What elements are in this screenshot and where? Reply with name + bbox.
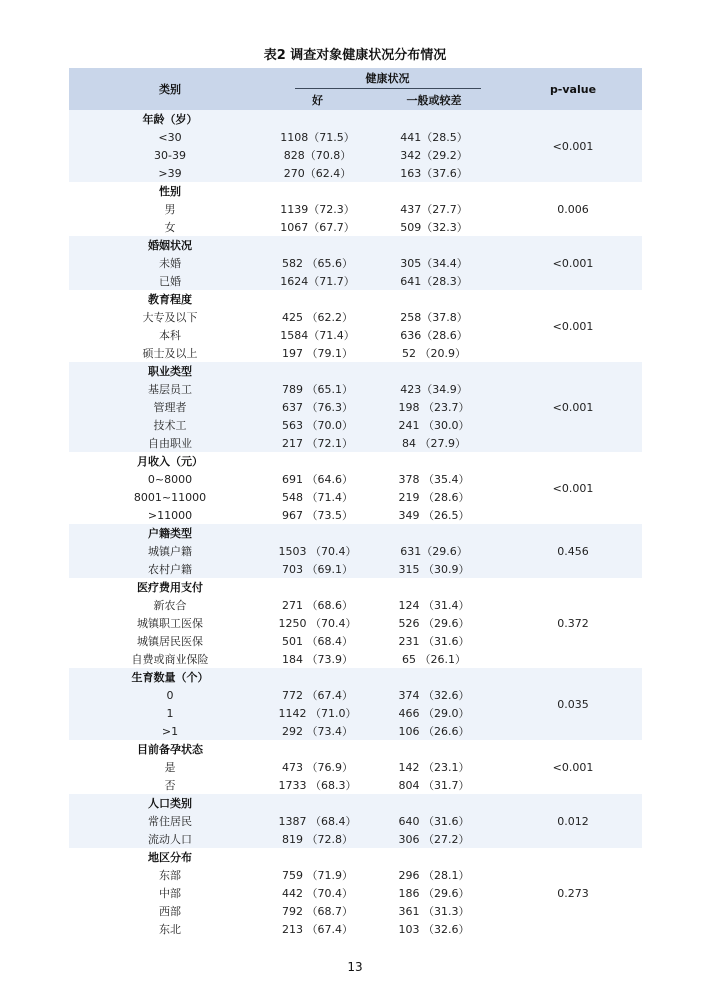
- category-row: [69, 740, 642, 758]
- row-label: 0~8000: [69, 470, 271, 488]
- empty-cell: [364, 794, 504, 812]
- row-label: 农村户籍: [69, 560, 271, 578]
- category-row: [69, 362, 642, 380]
- header-fair-poor: 一般或较差: [364, 90, 504, 110]
- empty-cell: [271, 848, 364, 866]
- empty-cell: [271, 236, 364, 254]
- page-number: 13: [347, 960, 363, 974]
- fair-poor-count-cell: 258（37.8）: [364, 308, 504, 326]
- good-count-cell: 1067（67.7）: [271, 218, 364, 236]
- row-label: 基层员工: [69, 380, 271, 398]
- fair-poor-count-cell: 315 （30.9）: [364, 560, 504, 578]
- header-health-status-label: 健康状况: [295, 70, 481, 89]
- good-count-cell: 1624（71.7）: [271, 272, 364, 290]
- good-count-cell: 819 （72.8）: [271, 830, 364, 848]
- empty-cell: [271, 110, 364, 128]
- row-label: 是: [69, 758, 271, 776]
- category-row: [69, 794, 642, 812]
- p-value-cell: <0.001: [504, 740, 642, 794]
- p-value-cell: <0.001: [504, 452, 642, 524]
- row-label: 本科: [69, 326, 271, 344]
- health-status-table: [69, 68, 642, 938]
- empty-cell: [271, 290, 364, 308]
- p-value-cell: 0.006: [504, 182, 642, 236]
- empty-cell: [271, 578, 364, 596]
- fair-poor-count-cell: 437（27.7）: [364, 200, 504, 218]
- good-count-cell: 563 （70.0）: [271, 416, 364, 434]
- row-label: 城镇户籍: [69, 542, 271, 560]
- good-count-cell: 828（70.8）: [271, 146, 364, 164]
- fair-poor-count-cell: 84 （27.9）: [364, 434, 504, 452]
- header-health-status: [271, 68, 504, 90]
- row-label: 管理者: [69, 398, 271, 416]
- fair-poor-count-cell: 198 （23.7）: [364, 398, 504, 416]
- row-label: 硕士及以上: [69, 344, 271, 362]
- row-label: 8001~11000: [69, 488, 271, 506]
- row-label: 常住居民: [69, 812, 271, 830]
- fair-poor-count-cell: 124 （31.4）: [364, 596, 504, 614]
- row-label: >39: [69, 164, 271, 182]
- row-label: >11000: [69, 506, 271, 524]
- empty-cell: [364, 524, 504, 542]
- good-count-cell: 1503 （70.4）: [271, 542, 364, 560]
- fair-poor-count-cell: 631（29.6）: [364, 542, 504, 560]
- category-name: 年龄（岁）: [69, 110, 271, 128]
- good-count-cell: 184 （73.9）: [271, 650, 364, 668]
- category-row: [69, 524, 642, 542]
- row-label: 已婚: [69, 272, 271, 290]
- good-count-cell: 270（62.4）: [271, 164, 364, 182]
- fair-poor-count-cell: 441（28.5）: [364, 128, 504, 146]
- category-name: 性别: [69, 182, 271, 200]
- good-count-cell: 217 （72.1）: [271, 434, 364, 452]
- category-name: 生育数量（个）: [69, 668, 271, 686]
- good-count-cell: 792 （68.7）: [271, 902, 364, 920]
- good-count-cell: 548 （71.4）: [271, 488, 364, 506]
- fair-poor-count-cell: 640 （31.6）: [364, 812, 504, 830]
- empty-cell: [271, 740, 364, 758]
- category-row: [69, 578, 642, 596]
- category-row: [69, 668, 642, 686]
- fair-poor-count-cell: 374 （32.6）: [364, 686, 504, 704]
- good-count-cell: 1139（72.3）: [271, 200, 364, 218]
- p-value-cell: 0.035: [504, 668, 642, 740]
- empty-cell: [271, 362, 364, 380]
- fair-poor-count-cell: 423（34.9）: [364, 380, 504, 398]
- row-label: 城镇居民医保: [69, 632, 271, 650]
- row-label: 30-39: [69, 146, 271, 164]
- category-name: 户籍类型: [69, 524, 271, 542]
- fair-poor-count-cell: 103 （32.6）: [364, 920, 504, 938]
- category-name: 月收入（元）: [69, 452, 271, 470]
- fair-poor-count-cell: 509（32.3）: [364, 218, 504, 236]
- p-value-cell: 0.012: [504, 794, 642, 848]
- row-label: 1: [69, 704, 271, 722]
- fair-poor-count-cell: 65 （26.1）: [364, 650, 504, 668]
- header-category: 类别: [69, 68, 271, 110]
- good-count-cell: 1108（71.5）: [271, 128, 364, 146]
- empty-cell: [364, 182, 504, 200]
- good-count-cell: 292 （73.4）: [271, 722, 364, 740]
- row-label: 技术工: [69, 416, 271, 434]
- category-row: [69, 290, 642, 308]
- fair-poor-count-cell: 219 （28.6）: [364, 488, 504, 506]
- category-row: [69, 452, 642, 470]
- row-label: 未婚: [69, 254, 271, 272]
- category-name: 人口类别: [69, 794, 271, 812]
- row-label: 东部: [69, 866, 271, 884]
- row-label: 东北: [69, 920, 271, 938]
- row-label: 西部: [69, 902, 271, 920]
- header-pvalue: p-value: [504, 68, 642, 110]
- empty-cell: [271, 668, 364, 686]
- fair-poor-count-cell: 466 （29.0）: [364, 704, 504, 722]
- table-title: 表2 调查对象健康状况分布情况: [263, 48, 447, 63]
- empty-cell: [364, 740, 504, 758]
- fair-poor-count-cell: 342（29.2）: [364, 146, 504, 164]
- good-count-cell: 197 （79.1）: [271, 344, 364, 362]
- empty-cell: [364, 290, 504, 308]
- good-count-cell: 501 （68.4）: [271, 632, 364, 650]
- empty-cell: [271, 182, 364, 200]
- row-label: 女: [69, 218, 271, 236]
- empty-cell: [364, 668, 504, 686]
- empty-cell: [364, 848, 504, 866]
- row-label: 大专及以下: [69, 308, 271, 326]
- category-name: 职业类型: [69, 362, 271, 380]
- fair-poor-count-cell: 52 （20.9）: [364, 344, 504, 362]
- row-label: 自由职业: [69, 434, 271, 452]
- category-row: [69, 110, 642, 128]
- category-row: [69, 236, 642, 254]
- fair-poor-count-cell: 305（34.4）: [364, 254, 504, 272]
- good-count-cell: 691 （64.6）: [271, 470, 364, 488]
- empty-cell: [271, 524, 364, 542]
- p-value-cell: <0.001: [504, 236, 642, 290]
- row-label: 中部: [69, 884, 271, 902]
- empty-cell: [364, 236, 504, 254]
- category-row: [69, 848, 642, 866]
- empty-cell: [364, 110, 504, 128]
- good-count-cell: 759 （71.9）: [271, 866, 364, 884]
- row-label: 自费或商业保险: [69, 650, 271, 668]
- good-count-cell: 1250 （70.4）: [271, 614, 364, 632]
- fair-poor-count-cell: 241 （30.0）: [364, 416, 504, 434]
- header-good: 好: [271, 90, 364, 110]
- row-label: 新农合: [69, 596, 271, 614]
- good-count-cell: 772 （67.4）: [271, 686, 364, 704]
- fair-poor-count-cell: 378 （35.4）: [364, 470, 504, 488]
- good-count-cell: 425 （62.2）: [271, 308, 364, 326]
- row-label: >1: [69, 722, 271, 740]
- fair-poor-count-cell: 349 （26.5）: [364, 506, 504, 524]
- empty-cell: [271, 794, 364, 812]
- good-count-cell: 1733 （68.3）: [271, 776, 364, 794]
- fair-poor-count-cell: 106 （26.6）: [364, 722, 504, 740]
- p-value-cell: 0.372: [504, 578, 642, 668]
- fair-poor-count-cell: 804 （31.7）: [364, 776, 504, 794]
- table-body: [69, 110, 642, 938]
- category-name: 医疗费用支付: [69, 578, 271, 596]
- category-row: [69, 182, 642, 200]
- category-name: 教育程度: [69, 290, 271, 308]
- good-count-cell: 789 （65.1）: [271, 380, 364, 398]
- category-name: 婚姻状况: [69, 236, 271, 254]
- fair-poor-count-cell: 641（28.3）: [364, 272, 504, 290]
- empty-cell: [364, 362, 504, 380]
- fair-poor-count-cell: 306 （27.2）: [364, 830, 504, 848]
- p-value-cell: 0.456: [504, 524, 642, 578]
- good-count-cell: 1387 （68.4）: [271, 812, 364, 830]
- category-name: 地区分布: [69, 848, 271, 866]
- good-count-cell: 1142 （71.0）: [271, 704, 364, 722]
- row-label: 城镇职工医保: [69, 614, 271, 632]
- good-count-cell: 967 （73.5）: [271, 506, 364, 524]
- good-count-cell: 271 （68.6）: [271, 596, 364, 614]
- good-count-cell: 442 （70.4）: [271, 884, 364, 902]
- good-count-cell: 213 （67.4）: [271, 920, 364, 938]
- fair-poor-count-cell: 526 （29.6）: [364, 614, 504, 632]
- category-name: 目前备孕状态: [69, 740, 271, 758]
- row-label: <30: [69, 128, 271, 146]
- fair-poor-count-cell: 163（37.6）: [364, 164, 504, 182]
- row-label: 否: [69, 776, 271, 794]
- row-label: 流动人口: [69, 830, 271, 848]
- good-count-cell: 473 （76.9）: [271, 758, 364, 776]
- empty-cell: [364, 578, 504, 596]
- fair-poor-count-cell: 142 （23.1）: [364, 758, 504, 776]
- fair-poor-count-cell: 186 （29.6）: [364, 884, 504, 902]
- good-count-cell: 582 （65.6）: [271, 254, 364, 272]
- p-value-cell: <0.001: [504, 362, 642, 452]
- empty-cell: [364, 452, 504, 470]
- p-value-cell: <0.001: [504, 110, 642, 182]
- fair-poor-count-cell: 636（28.6）: [364, 326, 504, 344]
- row-label: 0: [69, 686, 271, 704]
- fair-poor-count-cell: 231 （31.6）: [364, 632, 504, 650]
- good-count-cell: 637 （76.3）: [271, 398, 364, 416]
- empty-cell: [271, 452, 364, 470]
- p-value-cell: 0.273: [504, 848, 642, 938]
- p-value-cell: <0.001: [504, 290, 642, 362]
- row-label: 男: [69, 200, 271, 218]
- good-count-cell: 1584（71.4）: [271, 326, 364, 344]
- fair-poor-count-cell: 361 （31.3）: [364, 902, 504, 920]
- fair-poor-count-cell: 296 （28.1）: [364, 866, 504, 884]
- good-count-cell: 703 （69.1）: [271, 560, 364, 578]
